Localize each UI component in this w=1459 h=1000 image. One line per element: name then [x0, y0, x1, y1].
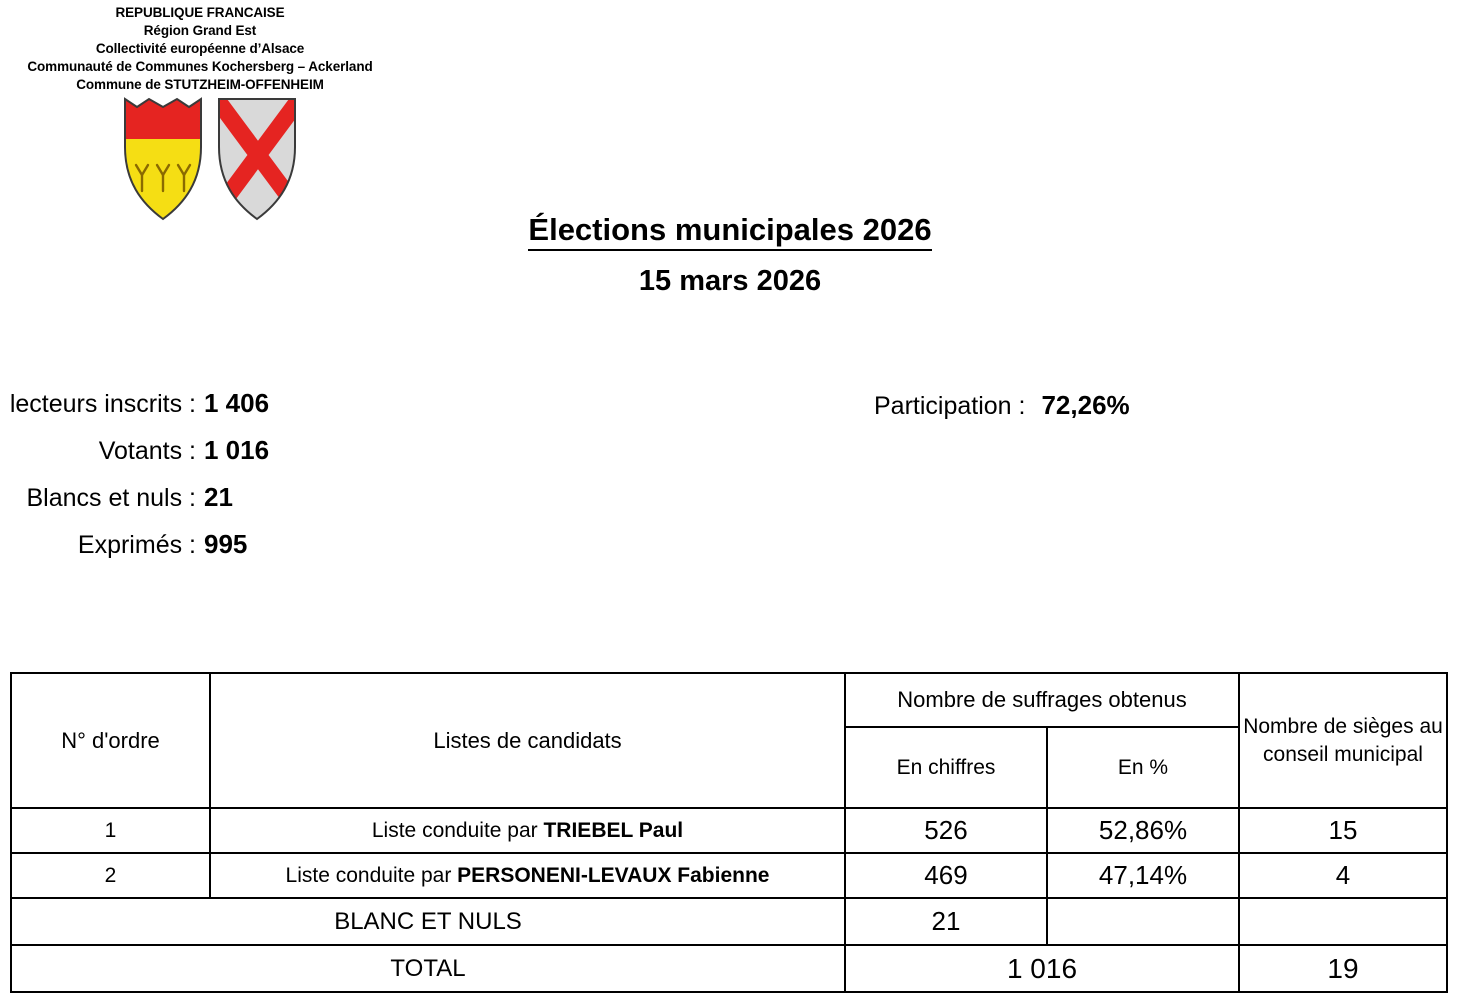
- letterhead-line-collectivity: Collectivité européenne d’Alsace: [95, 40, 305, 56]
- cell-list-2: [210, 853, 845, 898]
- cell-percent-1: 52,86%: [1047, 808, 1239, 853]
- table-row: [11, 853, 1447, 898]
- stutzheim-shield-icon: [119, 95, 209, 240]
- stat-label-blancs-nuls: Blancs et nuls :: [26, 484, 196, 512]
- cell-seats-1: 15: [1239, 808, 1447, 853]
- stat-value-blancs-nuls: 21: [204, 482, 233, 512]
- stat-row-blancs-nuls: [0, 482, 296, 529]
- page-title: [430, 212, 1030, 251]
- table-row-total: [11, 945, 1447, 992]
- header-lists: Listes de candidats: [210, 673, 845, 808]
- header-suffrages-group: Nombre de suffrages obtenus: [845, 673, 1239, 727]
- letterhead: [0, 4, 400, 94]
- cell-blank-votes: 21: [845, 898, 1047, 945]
- letterhead-line-communaute: Communauté de Communes Kochersberg – Ackerland: [27, 58, 373, 74]
- header-order: N° d'ordre: [11, 673, 210, 808]
- coat-of-arms: [119, 95, 303, 240]
- stat-label-votants: Votants :: [98, 437, 196, 465]
- list-candidate-2: PERSONENI-LEVAUX Fabienne: [457, 863, 770, 887]
- cell-percent-2: 47,14%: [1047, 853, 1239, 898]
- page-title-text: Élections municipales 2026: [528, 212, 931, 251]
- stat-label-exprimes: Exprimés :: [77, 531, 196, 559]
- letterhead-line-republic: REPUBLIQUE FRANCAISE: [115, 5, 285, 20]
- table-row: [11, 808, 1447, 853]
- cell-seats-2: 4: [1239, 853, 1447, 898]
- list-prefix-2: Liste conduite par: [285, 863, 458, 887]
- participation-label: Participation :: [874, 392, 1026, 420]
- table-header-row-1: [11, 673, 1447, 727]
- cell-blank-percent: [1047, 898, 1239, 945]
- offenheim-shield-icon: [215, 95, 301, 240]
- letterhead-line-commune: Commune de STUTZHEIM-OFFENHEIM: [76, 76, 324, 92]
- electoral-stats: [0, 388, 296, 576]
- stat-row-exprimes: [0, 529, 296, 576]
- cell-order-1: 1: [11, 808, 210, 853]
- letterhead-line-region: Région Grand Est: [143, 22, 257, 38]
- cell-order-2: 2: [11, 853, 210, 898]
- list-candidate-1: TRIEBEL Paul: [543, 818, 684, 842]
- table-row-blank-null: [11, 898, 1447, 945]
- cell-votes-1: 526: [845, 808, 1047, 853]
- page-subtitle-date: 15 mars 2026: [638, 265, 822, 297]
- header-en-pourcent: En %: [1047, 727, 1239, 808]
- stat-value-inscrits: 1 406: [204, 388, 270, 418]
- cell-votes-2: 469: [845, 853, 1047, 898]
- stat-row-inscrits: [0, 388, 296, 435]
- results-table: [10, 672, 1448, 993]
- stat-value-exprimes: 995: [204, 529, 248, 559]
- header-seats: Nombre de sièges au conseil municipal: [1239, 673, 1447, 808]
- cell-list-1: [210, 808, 845, 853]
- stat-value-votants: 1 016: [204, 435, 270, 465]
- stat-row-votants: [0, 435, 296, 482]
- list-prefix-1: Liste conduite par: [371, 818, 544, 842]
- participation-value: 72,26%: [1041, 390, 1130, 420]
- stat-label-inscrits: lecteurs inscrits :: [9, 390, 196, 418]
- participation-stat: [874, 390, 1130, 421]
- cell-total-label: TOTAL: [11, 945, 845, 992]
- cell-blank-label: BLANC ET NULS: [11, 898, 845, 945]
- cell-total-seats: 19: [1239, 945, 1447, 992]
- cell-total-votes: 1 016: [845, 945, 1239, 992]
- cell-blank-seats: [1239, 898, 1447, 945]
- header-en-chiffres: En chiffres: [845, 727, 1047, 808]
